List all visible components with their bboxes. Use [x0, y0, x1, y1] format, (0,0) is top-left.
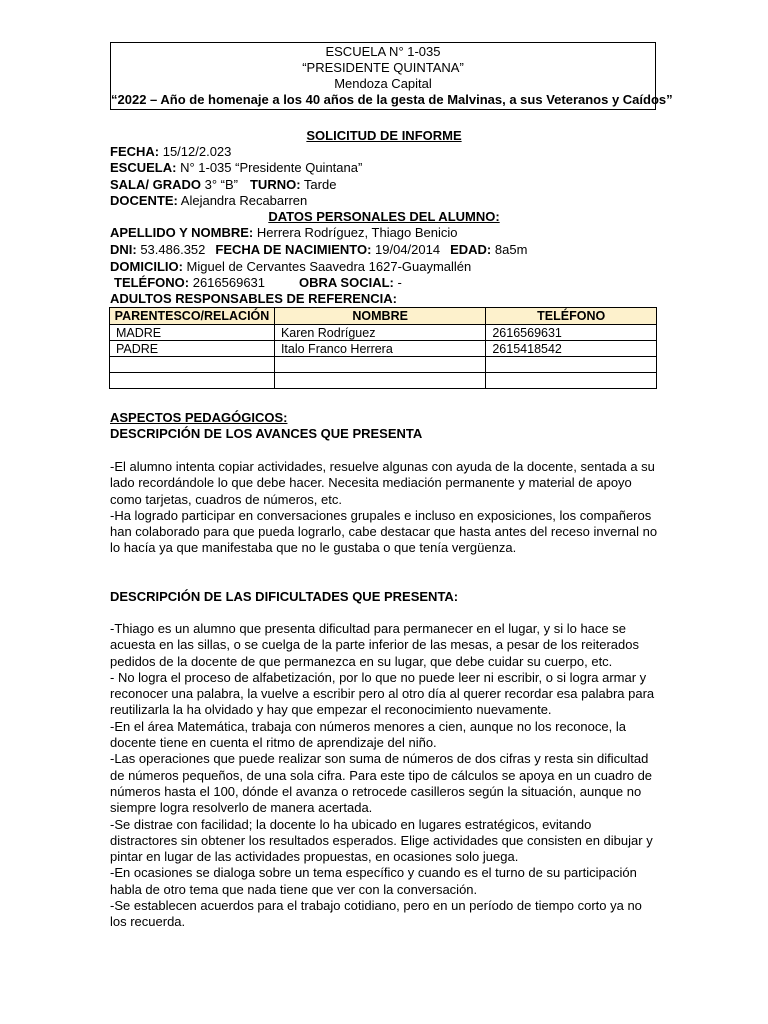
- escuela-line: [110, 160, 362, 176]
- adults-table-header: [110, 308, 657, 325]
- table-cell: 2615418542: [486, 341, 657, 357]
- domicilio-label: DOMICILIO:: [110, 259, 183, 274]
- table-row: [110, 357, 657, 373]
- obra-social-value: -: [393, 275, 402, 290]
- dificultades-paragraph: - No logra el proceso de alfabetización, por lo que no puede leer ni escribir, o si logra armar y reconocer una palabra, la vuelve a escribir pero al otro día al querer recordar esa palabra para reutilizarla la ha olvidado y hay que empezar el reconocimiento nuevamente.: [110, 669, 655, 718]
- table-cell: [274, 373, 485, 389]
- domicilio-value: Miguel de Cervantes Saavedra 1627-Guaymallén: [182, 259, 472, 274]
- nacimiento-value: 19/04/2014: [371, 242, 441, 257]
- avances-paragraph: -Ha logrado participar en conversaciones grupales e incluso en exposiciones, los compañeros han colaborado para que pueda lograrlo, cabe destacar que hasta antes del receso invernal no lo hacía ya que manifestaba que no le gustaba o que tenía vergüenza.: [110, 507, 658, 556]
- turno-label: TURNO:: [249, 177, 301, 192]
- table-cell: [110, 357, 275, 373]
- dni-label: DNI:: [110, 242, 137, 257]
- table-cell: PADRE: [110, 341, 275, 357]
- avances-paragraph: -El alumno intenta copiar actividades, resuelve algunas con ayuda de la docente, sentada a su lado recordándole lo que debe hacer. Necesita mediación permanente y material de apoyo como tarjetas, cuadros de números, etc.: [110, 459, 655, 507]
- dificultades-paragraph: -En el área Matemática, trabaja con números menores a cien, aunque no los reconoce, la docente tiene en cuenta el ritmo de aprendizaje del niño.: [110, 718, 626, 751]
- school-number: ESCUELA N° 1-035: [325, 44, 441, 59]
- telefono-label: TELÉFONO:: [114, 275, 190, 290]
- edad-value: 8a5m: [491, 242, 528, 257]
- sala-value: 3° “B”: [201, 177, 238, 192]
- table-row: [110, 325, 657, 341]
- obra-social-label: OBRA SOCIAL:: [299, 275, 394, 290]
- sala-label: SALA/ GRADO: [110, 177, 201, 192]
- fecha-label: FECHA:: [110, 144, 160, 159]
- table-cell: 2616569631: [486, 325, 657, 341]
- adults-table: [109, 307, 657, 389]
- dificultades-text: [110, 621, 658, 931]
- nacimiento-label: FECHA DE NACIMIENTO:: [215, 242, 372, 257]
- docente-value: Alejandra Recabarren: [177, 193, 308, 208]
- table-cell: [110, 373, 275, 389]
- domicilio-line: [110, 259, 471, 275]
- avances-title: DESCRIPCIÓN DE LOS AVANCES QUE PRESENTA: [110, 426, 423, 441]
- table-cell: Karen Rodríguez: [274, 325, 485, 341]
- turno-value: Tarde: [300, 177, 337, 192]
- table-cell: Italo Franco Herrera: [274, 341, 485, 357]
- nombre-value: Herrera Rodríguez, Thiago Benicio: [253, 225, 458, 240]
- column-header-telefono: TELÉFONO: [486, 308, 657, 325]
- escuela-label: ESCUELA:: [110, 160, 177, 175]
- telefono-value: 2616569631: [189, 275, 266, 290]
- telefono-line: [114, 275, 402, 291]
- docente-label: DOCENTE:: [110, 193, 178, 208]
- table-cell: [486, 357, 657, 373]
- page-title: SOLICITUD DE INFORME: [306, 128, 462, 143]
- dificultades-paragraph: -En ocasiones se dialoga sobre un tema específico y cuando es el turno de su participación habla de otro tema que nada tiene que ver con la conversación.: [110, 865, 637, 897]
- escuela-value: N° 1-035 “Presidente Quintana”: [176, 160, 363, 175]
- dificultades-paragraph: -Thiago es un alumno que presenta dificultad para permanecer en el lugar, y si lo hace se acuesta en las sillas, o se cuelga de la parte inferior de las mesas, a pesar de los reiterados pedidos de la docente de que permanezca en su lugar, que debe cuidar su cuerpo, etc.: [110, 621, 639, 669]
- dificultades-paragraph: -Se distrae con facilidad; la docente lo ha ubicado en lugares estratégicos, evitando distractores sin obtener los resultados esperados. Elige actividades que consisten en dibujar y pintar en lugar de las actividades propuestas, en ocasiones solo juega.: [110, 816, 653, 865]
- nombre-label: APELLIDO Y NOMBRE:: [110, 225, 254, 240]
- avances-text: [110, 459, 658, 557]
- column-header-relacion: PARENTESCO/RELACIÓN: [110, 308, 275, 325]
- table-cell: MADRE: [110, 325, 275, 341]
- dificultades-title: DESCRIPCIÓN DE LAS DIFICULTADES QUE PRESENTA:: [110, 589, 459, 604]
- nombre-line: [110, 225, 458, 241]
- table-cell: [274, 357, 485, 373]
- student-section-title: DATOS PERSONALES DEL ALUMNO:: [268, 209, 500, 224]
- edad-label: EDAD:: [450, 242, 492, 257]
- table-row: [110, 341, 657, 357]
- sala-line: [110, 177, 336, 193]
- fecha-line: [110, 144, 231, 160]
- table-cell: [486, 373, 657, 389]
- table-row: [110, 373, 657, 389]
- pedagogic-section-title: ASPECTOS PEDAGÓGICOS:: [110, 410, 288, 425]
- school-header: [110, 42, 673, 110]
- dni-line: [110, 242, 527, 258]
- dificultades-paragraph: -Las operaciones que puede realizar son suma de números de dos cifras y resta sin dificultad de números pequeños, de una sola cifra. Para este tipo de cálculos se apoya en un cuadro de números hasta el 100, dónde el avanza o retrocede casilleros según la situación, aunque no siempre logra resolverlo de manera acertada.: [110, 751, 653, 816]
- column-header-nombre: NOMBRE: [274, 308, 485, 325]
- school-location: Mendoza Capital: [334, 76, 432, 91]
- school-name: “PRESIDENTE QUINTANA”: [302, 60, 464, 75]
- docente-line: [110, 193, 307, 209]
- fecha-value: 15/12/2.023: [159, 144, 232, 159]
- dificultades-paragraph: -Se establecen acuerdos para el trabajo cotidiano, pero en un período de tiempo corto ya no los recuerda.: [110, 898, 642, 930]
- adults-section-title: ADULTOS RESPONSABLES DE REFERENCIA:: [110, 291, 397, 306]
- dni-value: 53.486.352: [136, 242, 206, 257]
- year-motto: “2022 – Año de homenaje a los 40 años de la gesta de Malvinas, a sus Veteranos y Caídos”: [111, 92, 673, 107]
